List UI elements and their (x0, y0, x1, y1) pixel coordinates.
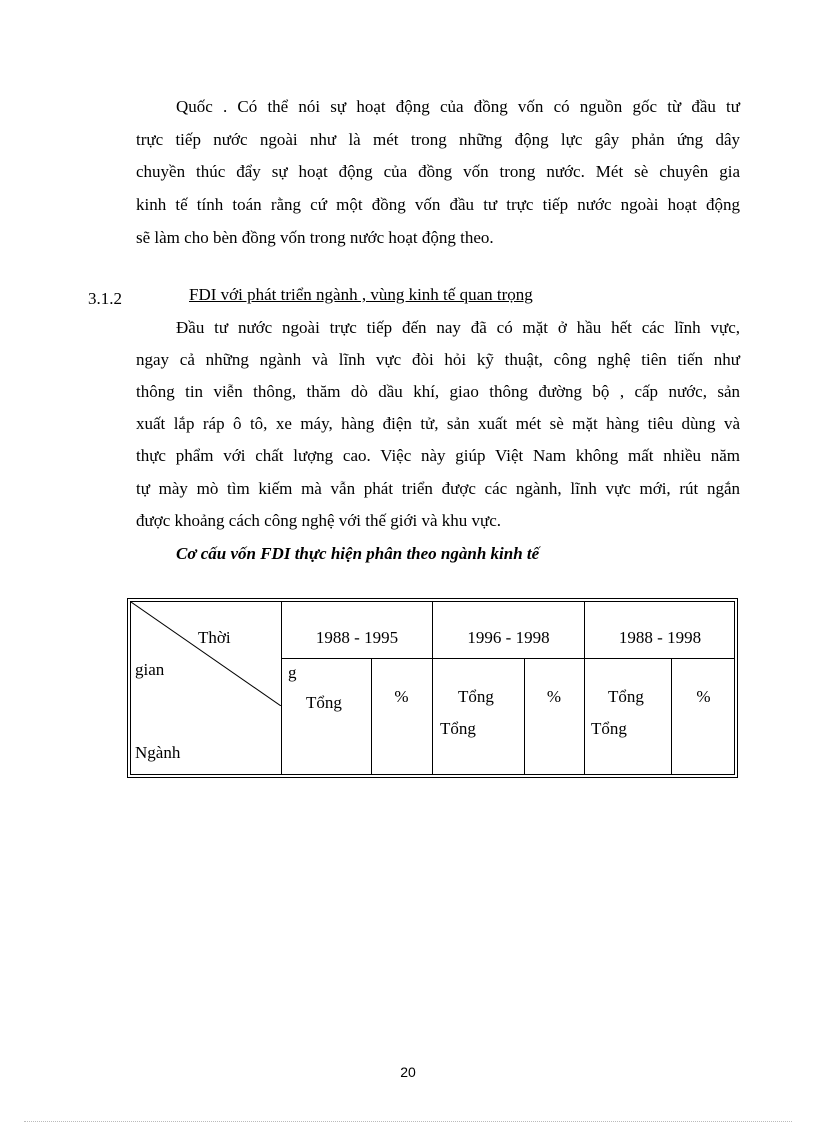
paragraph-line: trực tiếp nước ngoài như là mét trong những động lực gây phản ứng dây (136, 130, 740, 149)
section-title: FDI với phát triển ngành , vùng kinh tế quan trọng (189, 285, 533, 304)
subheader-total: Tổng (458, 687, 494, 706)
paragraph-line: được khoảng cách công nghệ với thế giới và khu vực. (136, 511, 501, 530)
page-bottom-rule (24, 1121, 792, 1122)
corner-label-sector: Ngành (135, 743, 181, 762)
column-divider (524, 658, 525, 775)
subheader-total: Tổng (306, 693, 342, 712)
subheader-total: Tổng (608, 687, 644, 706)
subheader-percent: % (696, 687, 711, 706)
subheader-note: g (288, 663, 297, 682)
table-caption: Cơ cấu vốn FDI thực hiện phân theo ngành kinh tế (176, 544, 540, 563)
corner-label-time: Thời (198, 628, 231, 647)
column-divider (371, 658, 372, 775)
subheader-percent: % (394, 687, 409, 706)
paragraph-line: thực phẩm với chất lượng cao. Việc này giúp Việt Nam không mất nhiều năm (136, 446, 740, 465)
period-header: 1988 - 1995 (315, 628, 399, 647)
period-header: 1996 - 1998 (467, 628, 550, 647)
paragraph-line: Quốc . Có thể nói sự hoạt động của đồng vốn có nguồn gốc từ đầu tư (176, 97, 740, 116)
page-number: 20 (400, 1064, 416, 1080)
subheader-percent: % (546, 687, 562, 706)
paragraph-line: xuất lắp ráp ô tô, xe máy, hàng điện tử, sản xuất mét sè mặt hàng tiêu dùng và (136, 414, 740, 433)
paragraph-line: kinh tế tính toán rằng cứ một đồng vốn đầu tư trực tiếp nước ngoài hoạt động (136, 195, 740, 214)
column-divider (671, 658, 672, 775)
section-number: 3.1.2 (88, 289, 122, 308)
paragraph-line: sẽ làm cho bèn đồng vốn trong nước hoạt động theo. (136, 228, 494, 247)
paragraph-line: tự mày mò tìm kiếm mà vẫn phát triển được các ngành, lĩnh vực mới, rút ngắn (136, 479, 740, 498)
subheader-total: Tổng (440, 719, 476, 738)
paragraph-line: ngay cả những ngành và lĩnh vực đòi hỏi kỹ thuật, công nghệ tiên tiến như (136, 350, 740, 369)
corner-diagonal (131, 602, 281, 706)
paragraph-line: Đầu tư nước ngoài trực tiếp đến nay đã có mặt ở hầu hết các lĩnh vực, (176, 318, 740, 337)
paragraph-line: thông tin viễn thông, thăm dò dầu khí, giao thông đường bộ , cấp nước, sản (136, 382, 740, 401)
period-header: 1988 - 1998 (618, 628, 702, 647)
subheader-total: Tổng (591, 719, 627, 738)
paragraph-line: chuyền thúc đẩy sự hoạt động của đồng vốn trong nước. Mét sè chuyên gia (136, 162, 740, 181)
corner-label-time-cont: gian (135, 660, 165, 679)
row-divider (281, 658, 735, 659)
